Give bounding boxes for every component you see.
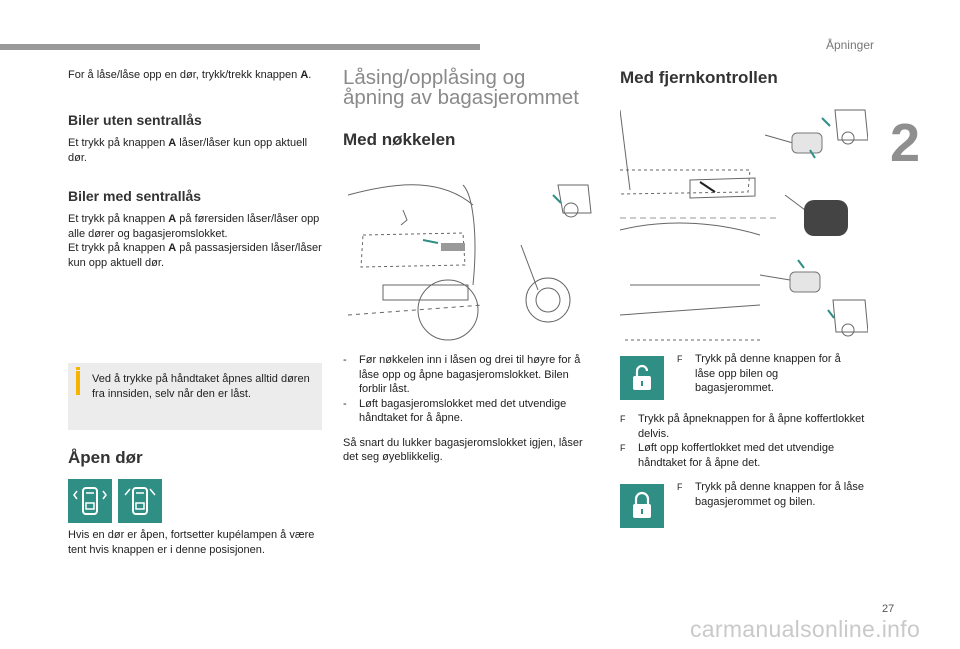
heading-med-nokkelen: Med nøkkelen xyxy=(343,130,456,149)
unlock-instruction: F Trykk på denne knappen for å låse opp bilen og bagasjerommet. xyxy=(677,353,841,394)
lock-padlock-icon xyxy=(620,484,664,528)
door-switch-icon xyxy=(68,479,112,523)
door-switch-open-icon xyxy=(118,479,162,523)
intro-text: For å låse/låse opp en dør, trykk/trekk knappen A. xyxy=(68,69,312,81)
heading-uten-sentrallas: Biler uten sentrallås xyxy=(68,112,202,128)
info-note-text: Ved å trykke på håndtaket åpnes alltid døren fra innsiden, selv når den er låst. xyxy=(92,373,310,400)
unlock-padlock-icon xyxy=(620,356,664,400)
column-middle xyxy=(343,68,595,150)
open-step-1: F Trykk på åpneknappen for å åpne koffertlokket delvis. xyxy=(620,413,865,440)
info-icon xyxy=(76,367,80,370)
heading-med-sentrallas: Biler med sentrallås xyxy=(68,188,202,204)
heading-apen-dor: Åpen dør xyxy=(68,448,143,467)
trunk-key-illustration xyxy=(343,175,595,347)
section-title-line1: Låsing/opplåsing og xyxy=(343,66,526,89)
header-rule xyxy=(0,44,480,50)
open-step-2: F Løft opp koffertlokket med det utvendige håndtaket for å åpne det. xyxy=(620,442,835,469)
watermark: carmanualsonline.info xyxy=(690,616,921,642)
remote-control-illustration xyxy=(620,100,868,346)
open-instructions xyxy=(620,412,870,470)
section-title-line2: åpning av bagasjerommet xyxy=(343,86,579,109)
chapter-number: 2 xyxy=(890,113,921,173)
key-after-text: Så snart du lukker bagasjeromslokket igjen, låser det seg øyeblikkelig. xyxy=(343,436,583,463)
info-icon-bar xyxy=(76,371,80,395)
info-note xyxy=(68,363,322,430)
text-uten-sentrallas: Et trykk på knappen A låser/låser kun opp aktuell dør. xyxy=(68,137,308,164)
key-step-1: - Før nøkkelen inn i låsen og drei til høyre for å låse opp og åpne bagasjeromslokket. Bilen forblir låst. xyxy=(343,354,581,395)
key-steps xyxy=(343,353,595,465)
column-left xyxy=(68,68,324,270)
chapter-label: Åpninger xyxy=(825,38,874,52)
text-med-sentrallas-1: Et trykk på knappen A på førersiden låser/låser opp alle dører og bagasjeromslokket. xyxy=(68,213,320,240)
text-apen-dor: Hvis en dør er åpen, fortsetter kupélampen å være tent hvis knappen er i denne posisjonen. xyxy=(68,529,315,556)
key-step-2: - Løft bagasjeromslokket med det utvendige håndtaket for å åpne. xyxy=(343,397,567,424)
text-med-sentrallas-2: Et trykk på knappen A på passasjersiden låser/låser kun opp aktuell dør. xyxy=(68,242,322,269)
lock-instruction: F Trykk på denne knappen for å låse bagasjerommet og bilen. xyxy=(677,481,864,508)
page-number: 27 xyxy=(882,603,895,615)
heading-med-fjernkontrollen: Med fjernkontrollen xyxy=(620,68,778,87)
